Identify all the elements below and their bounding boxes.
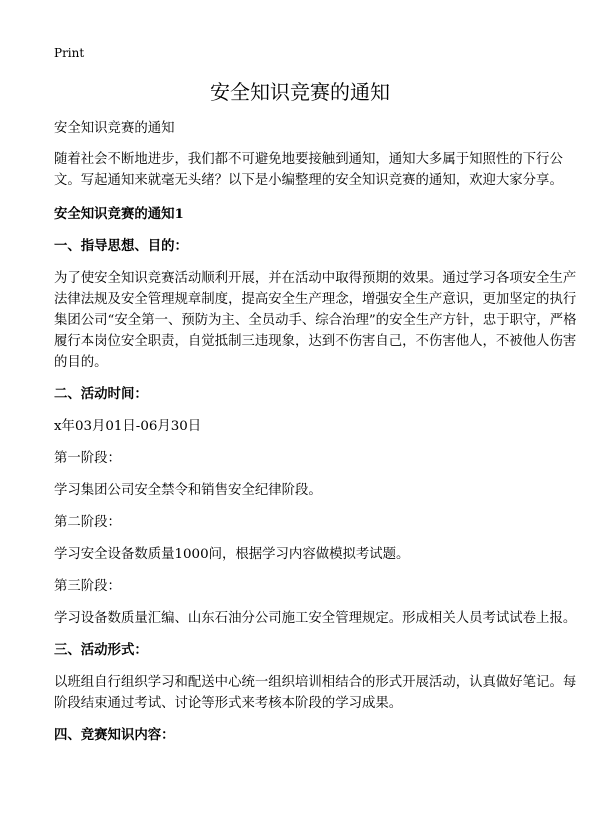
- date-range: x年03月01日-06月30日: [54, 419, 202, 434]
- stage1-text: 学习集团公司安全禁令和销售安全纪律阶段。: [54, 483, 322, 498]
- stage3-label: 第三阶段：: [54, 579, 121, 594]
- heading-activity-time: 二、活动时间：: [54, 386, 148, 402]
- heading-guiding-principles: 一、指导思想、目的：: [54, 238, 188, 254]
- print-link[interactable]: Print: [54, 46, 85, 60]
- paragraph-activity-format: 以班组自行组织学习和配送中心统一组织培训相结合的形式开展活动，认真做好笔记。每阶段结束通过考试、讨论等形式来考核本阶段的学习成果。: [54, 675, 577, 711]
- stage1-label: 第一阶段：: [54, 451, 121, 466]
- article-body: [54, 118, 584, 757]
- stage3-text: 学习设备数质量汇编、山东石油分公司施工安全管理规定。形成相关人员考试试卷上报。: [54, 611, 577, 626]
- heading-contest-content: 四、竞赛知识内容：: [54, 727, 175, 743]
- stage2-text: 学习安全设备数质量1000问，根据学习内容做模拟考试题。: [54, 547, 410, 562]
- intro-title: 安全知识竞赛的通知: [54, 121, 175, 136]
- heading-activity-format: 三、活动形式：: [54, 642, 148, 658]
- section-title: 安全知识竞赛的通知1: [54, 206, 184, 222]
- intro-paragraph: 随着社会不断地进步，我们都不可避免地要接触到通知，通知大多属于知照性的下行公文。写起通知来就毫无头绪？以下是小编整理的安全知识竞赛的通知，欢迎大家分享。: [54, 152, 563, 188]
- paragraph-guiding-principles: 为了使安全知识竞赛活动顺利开展，并在活动中取得预期的效果。通过学习各项安全生产法律法规及安全管理规章制度，提高安全生产理念，增强安全生产意识，更加坚定的执行集团公司“安全第一、预防为主、全员动手、综合治理”的安全生产方针，忠于职守，严格履行本岗位安全职责，自觉抵制三违现象，达到不伤害自己，不伤害他人，不被他人伤害的目的。: [54, 271, 577, 370]
- page-title: 安全知识竞赛的通知: [210, 80, 390, 104]
- stage2-label: 第二阶段：: [54, 515, 121, 530]
